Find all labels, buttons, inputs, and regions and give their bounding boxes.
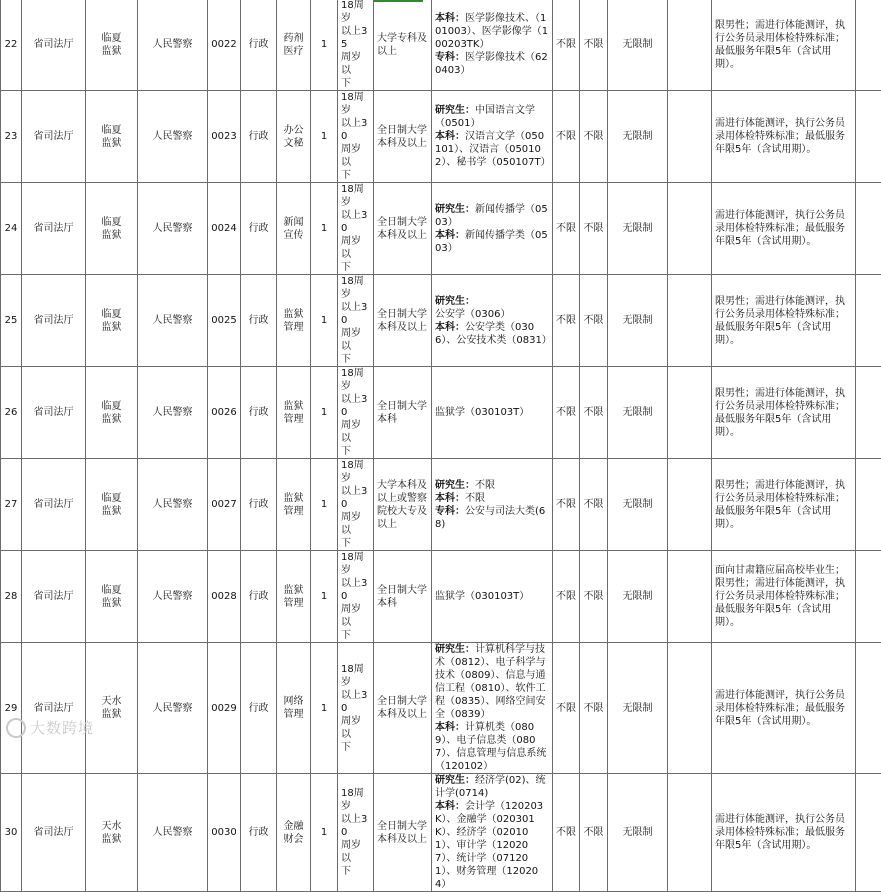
major-list: 公安与司法大类(68) (435, 506, 545, 530)
cell-dept: 省司法厅 (22, 91, 86, 183)
cell-note: 限男性；需进行体能测评，执行公务员录用体检特殊标准；最低服务年限5年（含试用期）。 (712, 275, 856, 367)
cell-extra (856, 91, 881, 183)
cell-f2: 不限 (580, 183, 608, 275)
major-list: 中国语言文学（0501） (435, 105, 535, 129)
major-list: 医学影像技术、（101003）、医学影像学（100203TK） (435, 13, 548, 50)
cell-note: 需进行体能测评，执行公务员录用体检特殊标准；最低服务年限5年（含试用期）。 (712, 774, 856, 892)
cell-f1: 不限 (553, 551, 580, 643)
cell-job: 网络 管理 (277, 643, 311, 774)
cell-age: 18周岁 以上30 周岁以 下 (338, 183, 374, 275)
cell-major (432, 91, 553, 183)
major-list: 新闻传播学（0503） (435, 204, 548, 228)
cell-job: 监狱 管理 (277, 275, 311, 367)
major-level-label: 研究生： (435, 296, 475, 307)
cell-dept: 省司法厅 (22, 183, 86, 275)
table-row (1, 183, 881, 275)
cell-position: 人民警察 (138, 774, 208, 892)
cell-f3: 无限制 (608, 183, 668, 275)
cell-job: 新闻 宣传 (277, 183, 311, 275)
cell-extra (856, 275, 881, 367)
cell-extra (856, 643, 881, 774)
cell-code: 0028 (208, 551, 241, 643)
cell-f2: 不限 (580, 0, 608, 91)
cell-job: 办公 文秘 (277, 91, 311, 183)
cell-unit: 临夏 监狱 (86, 551, 138, 643)
table-row (1, 91, 881, 183)
cell-count: 1 (311, 367, 338, 459)
cell-code: 0029 (208, 643, 241, 774)
cell-dept: 省司法厅 (22, 643, 86, 774)
cell-count: 1 (311, 643, 338, 774)
cell-extra (856, 183, 881, 275)
cell-f3: 无限制 (608, 0, 668, 91)
cell-type: 行政 (241, 0, 277, 91)
major-level-label: 专科： (435, 506, 465, 517)
major-level-label: 本科： (435, 801, 465, 812)
major-level-label: 研究生： (435, 644, 475, 655)
cell-f4 (668, 367, 712, 459)
cell-note: 需进行体能测评，执行公务员录用体检特殊标准；最低服务年限5年（含试用期）。 (712, 91, 856, 183)
cell-type: 行政 (241, 551, 277, 643)
cell-code: 0030 (208, 774, 241, 892)
cell-f1: 不限 (553, 183, 580, 275)
major-list: 公安学类（0306）、公安技术类（0831） (435, 322, 552, 346)
cell-count: 1 (311, 551, 338, 643)
cell-type: 行政 (241, 91, 277, 183)
cell-f4 (668, 183, 712, 275)
cell-type: 行政 (241, 774, 277, 892)
cell-position: 人民警察 (138, 643, 208, 774)
cell-code: 0024 (208, 183, 241, 275)
cell-edu: 全日制大学 本科及以上 (374, 774, 432, 892)
cell-note: 限男性；需进行体能测评，执行公务员录用体检特殊标准；最低服务年限5年（含试用期）。 (712, 459, 856, 551)
cell-position: 人民警察 (138, 367, 208, 459)
cell-age: 18周岁 以上30 周岁以 下 (338, 459, 374, 551)
cell-f2: 不限 (580, 367, 608, 459)
cell-position: 人民警察 (138, 275, 208, 367)
cell-edu: 全日制大学 本科及以上 (374, 275, 432, 367)
cell-count: 1 (311, 183, 338, 275)
cell-f3: 无限制 (608, 91, 668, 183)
cell-type: 行政 (241, 275, 277, 367)
cell-age: 18周岁 以上35 周岁以 下 (338, 0, 374, 91)
cell-f1: 不限 (553, 643, 580, 774)
cell-note: 需进行体能测评，执行公务员录用体检特殊标准；最低服务年限5年（含试用期）。 (712, 183, 856, 275)
cell-code: 0022 (208, 0, 241, 91)
cell-code: 0027 (208, 459, 241, 551)
cell-major (432, 774, 553, 892)
cell-dept: 省司法厅 (22, 551, 86, 643)
cell-age: 18周岁 以上30 周岁以 下 (338, 774, 374, 892)
cell-unit: 临夏 监狱 (86, 275, 138, 367)
cell-count: 1 (311, 275, 338, 367)
cell-job: 监狱 管理 (277, 551, 311, 643)
table-row (1, 0, 881, 91)
cell-code: 0025 (208, 275, 241, 367)
cell-unit: 临夏 监狱 (86, 91, 138, 183)
cell-dept: 省司法厅 (22, 459, 86, 551)
cell-major (432, 643, 553, 774)
major-level-label: 研究生： (435, 775, 475, 786)
logo-icon (6, 718, 26, 738)
major-list: 监狱学（030103T） (435, 591, 529, 602)
cell-position: 人民警察 (138, 0, 208, 91)
major-level-label: 研究生： (435, 480, 475, 491)
cell-count: 1 (311, 0, 338, 91)
cell-count: 1 (311, 91, 338, 183)
major-level-label: 本科： (435, 131, 465, 142)
major-list: 汉语言文学（050101）、汉语言（050102）、秘书学（050107T） (435, 131, 551, 168)
major-list: 医学影像技术（620403） (435, 52, 548, 76)
cell-f4 (668, 0, 712, 91)
cell-major (432, 459, 553, 551)
cell-job: 监狱 管理 (277, 367, 311, 459)
cell-unit: 临夏 监狱 (86, 183, 138, 275)
cell-unit: 天水 监狱 (86, 774, 138, 892)
cell-extra (856, 774, 881, 892)
cell-f1: 不限 (553, 459, 580, 551)
cell-count: 1 (311, 774, 338, 892)
major-level-label: 专科： (435, 52, 465, 63)
cell-note: 面向甘肃籍应届高校毕业生；限男性；需进行体能测评，执行公务员录用体检特殊标准；最低服务年限5年（含试用期）。 (712, 551, 856, 643)
cell-dept: 省司法厅 (22, 774, 86, 892)
cell-type: 行政 (241, 643, 277, 774)
cell-f4 (668, 459, 712, 551)
cell-f3: 无限制 (608, 551, 668, 643)
cell-no: 28 (1, 551, 22, 643)
cell-unit: 临夏 监狱 (86, 0, 138, 91)
cell-note: 限男性；需进行体能测评，执行公务员录用体检特殊标准；最低服务年限5年（含试用期）。 (712, 367, 856, 459)
cell-major (432, 183, 553, 275)
cell-job: 监狱 管理 (277, 459, 311, 551)
cell-code: 0023 (208, 91, 241, 183)
cell-position: 人民警察 (138, 91, 208, 183)
major-list: 会计学（120203K）、金融学（020301K）、经济学（020101）、审计学（120207）、统计学（071201）、财务管理（120204） (435, 801, 543, 890)
cell-no: 27 (1, 459, 22, 551)
cell-position: 人民警察 (138, 183, 208, 275)
cell-age: 18周岁 以上30 周岁以 下 (338, 551, 374, 643)
table-row (1, 275, 881, 367)
cell-f2: 不限 (580, 551, 608, 643)
cell-edu: 全日制大学 本科及以上 (374, 91, 432, 183)
major-level-label: 本科： (435, 722, 465, 733)
cell-f1: 不限 (553, 0, 580, 91)
cell-no: 26 (1, 367, 22, 459)
major-level-label: 本科： (435, 493, 465, 504)
major-level-label: 研究生： (435, 204, 475, 215)
cell-f4 (668, 643, 712, 774)
cell-f3: 无限制 (608, 643, 668, 774)
major-level-label: 本科： (435, 13, 465, 24)
major-level-label: 本科： (435, 322, 465, 333)
cell-f2: 不限 (580, 774, 608, 892)
cell-job: 金融 财会 (277, 774, 311, 892)
watermark-logo: 大数跨境 (6, 717, 94, 739)
cell-code: 0026 (208, 367, 241, 459)
cell-f3: 无限制 (608, 459, 668, 551)
cell-edu: 全日制大学 本科 (374, 551, 432, 643)
cell-type: 行政 (241, 183, 277, 275)
major-list: 计算机科学与技术（0812）、电子科学与技术（0809）、信息与通信工程（0810）、软件工程（0835）、网络空间安全（0839） (435, 644, 545, 720)
cell-major (432, 551, 553, 643)
cell-f2: 不限 (580, 459, 608, 551)
cell-extra (856, 0, 881, 91)
cell-unit: 天水 监狱 (86, 643, 138, 774)
cell-no: 23 (1, 91, 22, 183)
cell-note: 需进行体能测评，执行公务员录用体检特殊标准；最低服务年限5年（含试用期）。 (712, 643, 856, 774)
cell-count: 1 (311, 459, 338, 551)
cell-f2: 不限 (580, 91, 608, 183)
cell-edu: 大学专科及 以上 (374, 0, 432, 91)
major-list: 不限 (465, 493, 485, 504)
table-row (1, 367, 881, 459)
cell-no: 30 (1, 774, 22, 892)
cell-f1: 不限 (553, 91, 580, 183)
cell-f3: 无限制 (608, 774, 668, 892)
cell-extra (856, 551, 881, 643)
cell-no: 29 (1, 643, 22, 774)
cell-age: 18周岁 以上30 周岁以 下 (338, 91, 374, 183)
table-row (1, 643, 881, 774)
cell-age: 18周岁 以上30 周岁以 下 (338, 367, 374, 459)
cell-position: 人民警察 (138, 459, 208, 551)
table-row (1, 551, 881, 643)
cell-edu: 全日制大学 本科 (374, 367, 432, 459)
cell-type: 行政 (241, 367, 277, 459)
cell-f2: 不限 (580, 275, 608, 367)
cell-f4 (668, 551, 712, 643)
cell-extra (856, 367, 881, 459)
cell-position: 人民警察 (138, 551, 208, 643)
major-list: 监狱学（030103T） (435, 407, 529, 418)
major-level-label: 本科： (435, 230, 465, 241)
major-list: 经济学(02)、统计学(0714) (435, 775, 546, 799)
cell-f4 (668, 774, 712, 892)
cell-no: 24 (1, 183, 22, 275)
cell-f4 (668, 275, 712, 367)
cell-note: 限男性；需进行体能测评，执行公务员录用体检特殊标准；最低服务年限5年（含试用期）。 (712, 0, 856, 91)
cell-major (432, 275, 553, 367)
cell-f1: 不限 (553, 367, 580, 459)
cell-type: 行政 (241, 459, 277, 551)
table-row (1, 774, 881, 892)
cell-dept: 省司法厅 (22, 367, 86, 459)
cell-age: 18周岁 以上30 周岁以 下 (338, 275, 374, 367)
cell-unit: 临夏 监狱 (86, 459, 138, 551)
cell-dept: 省司法厅 (22, 0, 86, 91)
cell-dept: 省司法厅 (22, 275, 86, 367)
cell-f3: 无限制 (608, 275, 668, 367)
cell-no: 22 (1, 0, 22, 91)
cell-age: 18周岁 以上30 周岁以 下 (338, 643, 374, 774)
major-list: 计算机类（0809）、电子信息类（0807）、信息管理与信息系统（120102） (435, 722, 546, 772)
cell-f1: 不限 (553, 774, 580, 892)
cell-edu: 大学本科及 以上或警察 院校大专及 以上 (374, 459, 432, 551)
cell-unit: 临夏 监狱 (86, 367, 138, 459)
cell-no: 25 (1, 275, 22, 367)
cell-f3: 无限制 (608, 367, 668, 459)
cell-edu: 全日制大学 本科及以上 (374, 643, 432, 774)
cell-f1: 不限 (553, 275, 580, 367)
cell-job: 药剂 医疗 (277, 0, 311, 91)
major-level-label: 研究生： (435, 105, 475, 116)
cell-extra (856, 459, 881, 551)
cell-edu: 全日制大学 本科及以上 (374, 183, 432, 275)
cell-major (432, 367, 553, 459)
major-list: 公安学（0306） (435, 309, 510, 320)
cell-major (432, 0, 553, 91)
major-list: 新闻传播学类（0503） (435, 230, 548, 254)
cell-f2: 不限 (580, 643, 608, 774)
major-list: 不限 (475, 480, 495, 491)
table-row (1, 459, 881, 551)
cell-f4 (668, 91, 712, 183)
